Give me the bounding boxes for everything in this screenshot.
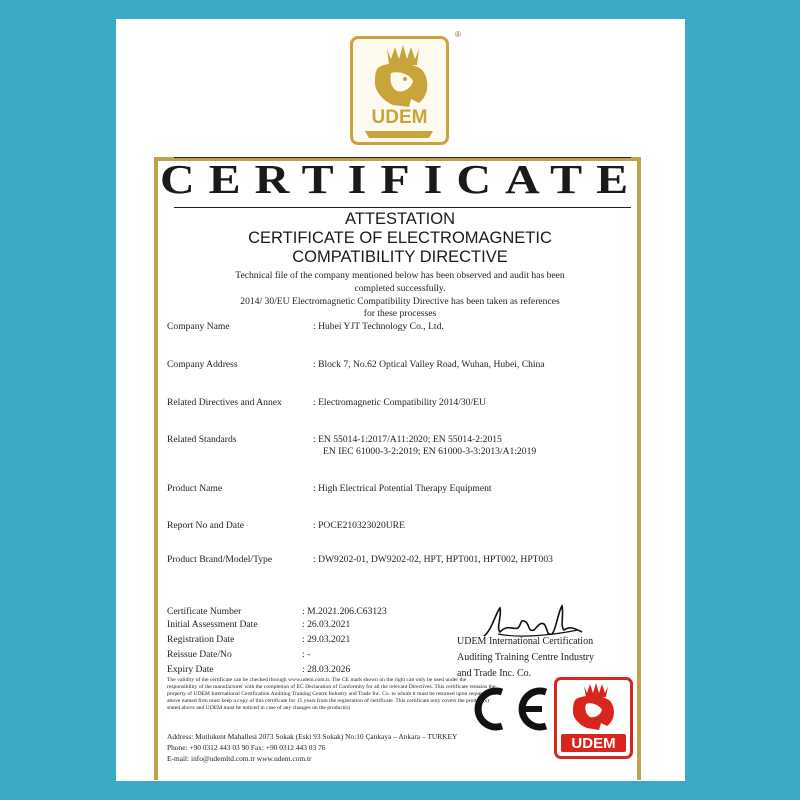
- issuer-line-2: Auditing Training Centre Industry: [457, 652, 594, 663]
- udem-logo-bottom: [554, 677, 633, 759]
- issuer-line-3: and Trade Inc. Co.: [457, 668, 532, 679]
- product-name-label: Product Name: [167, 483, 223, 494]
- brand-model-label: Product Brand/Model/Type: [167, 554, 273, 565]
- ce-mark-icon: [462, 684, 552, 734]
- product-name-value: : High Electrical Potential Therapy Equipment: [313, 483, 492, 494]
- directives-label: Related Directives and Annex: [167, 397, 282, 408]
- standards-label: Related Standards: [167, 434, 237, 445]
- brand-model-value: : DW9202-01, DW9202-02, HPT, HPT001, HPT002, HPT003: [313, 554, 553, 565]
- registration-date-value: : 29.03.2021: [302, 634, 351, 645]
- heading-certificate-of: CERTIFICATE OF ELECTROMAGNETIC: [248, 229, 552, 247]
- expiry-date-label: Expiry Date: [167, 664, 214, 675]
- registration-date-label: Registration Date: [167, 634, 235, 645]
- intro-line-4: for these processes: [363, 308, 437, 319]
- contact-address: Address: Mutlukent Mahallesi 2073 Sokak (Eski 93 Sokak) No:10 Çankaya – Ankara – TURKEY: [167, 732, 458, 741]
- company-name-label: Company Name: [167, 321, 230, 332]
- certificate-number-label: Certificate Number: [167, 606, 242, 617]
- contact-email: E-mail: info@udemltd.com.tr www.udem.com.tr: [167, 754, 312, 763]
- intro-line-2: completed successfully.: [354, 283, 446, 294]
- svg-text:UDEM: UDEM: [371, 107, 428, 128]
- company-address-value: : Block 7, No.62 Optical Valley Road, Wuhan, Hubei, China: [313, 359, 545, 370]
- intro-line-1: Technical file of the company mentioned below has been observed and audit has been: [235, 270, 565, 281]
- report-label: Report No and Date: [167, 520, 244, 531]
- issuer-line-1: UDEM International Certification: [457, 636, 594, 647]
- ce-mark: [462, 684, 552, 739]
- certificate-number-value: : M.2021.206.C63123: [302, 606, 387, 617]
- udem-logo-top: [350, 36, 449, 145]
- svg-text:UDEM: UDEM: [571, 735, 616, 752]
- standards-value-2: EN IEC 61000-3-2:2019; EN 61000-3-3:2013/A1:2019: [323, 446, 537, 457]
- contact-phone: Phone: +90 0312 443 03 90 Fax: +90 0312 443 03 76: [167, 743, 326, 752]
- intro-line-3: 2014/ 30/EU Electromagnetic Compatibility Directive has been taken as references: [240, 296, 560, 307]
- lion-crown-red-icon: [557, 680, 630, 756]
- company-name-value: : Hubei YJT Technology Co., Ltd.: [313, 321, 444, 332]
- report-value: : POCE210323020URE: [313, 520, 405, 531]
- reissue-label: Reissue Date/No: [167, 649, 232, 660]
- directives-value: : Electromagnetic Compatibility 2014/30/EU: [313, 397, 486, 408]
- expiry-date-value: : 28.03.2026: [302, 664, 351, 675]
- initial-assessment-value: : 26.03.2021: [302, 619, 351, 630]
- title-bottom-rule: [174, 207, 631, 208]
- registered-mark: ®: [455, 30, 461, 39]
- validity-notice: The validity of the certificate can be checked through www.udem.com.tr. The CE mark shown on the right can only be used under the responsibility of the manufacturer with the completion of EC Declaration of Conformity for all the relevant Directives. This certificate remains the property of UDEM International Certification Auditing Training Centre Industry and Trade Inc. Co. to whom it must be returned upon request. The above named firm must keep a copy of this certificate for 15 years from the registration of certificate. This certificate only covers the product(s) stated above and UDEM must be noticed in case of any changes on the product(s): [167, 677, 497, 711]
- company-address-label: Company Address: [167, 359, 238, 370]
- standards-value-1: : EN 55014-1:2017/A11:2020; EN 55014-2:2015: [313, 434, 502, 445]
- heading-directive: COMPATIBILITY DIRECTIVE: [292, 248, 508, 266]
- certificate-title: CERTIFICATE: [160, 157, 643, 203]
- initial-assessment-label: Initial Assessment Date: [167, 619, 258, 630]
- reissue-value: : -: [302, 649, 311, 660]
- lion-crown-icon: [353, 39, 446, 142]
- heading-attestation: ATTESTATION: [345, 210, 455, 228]
